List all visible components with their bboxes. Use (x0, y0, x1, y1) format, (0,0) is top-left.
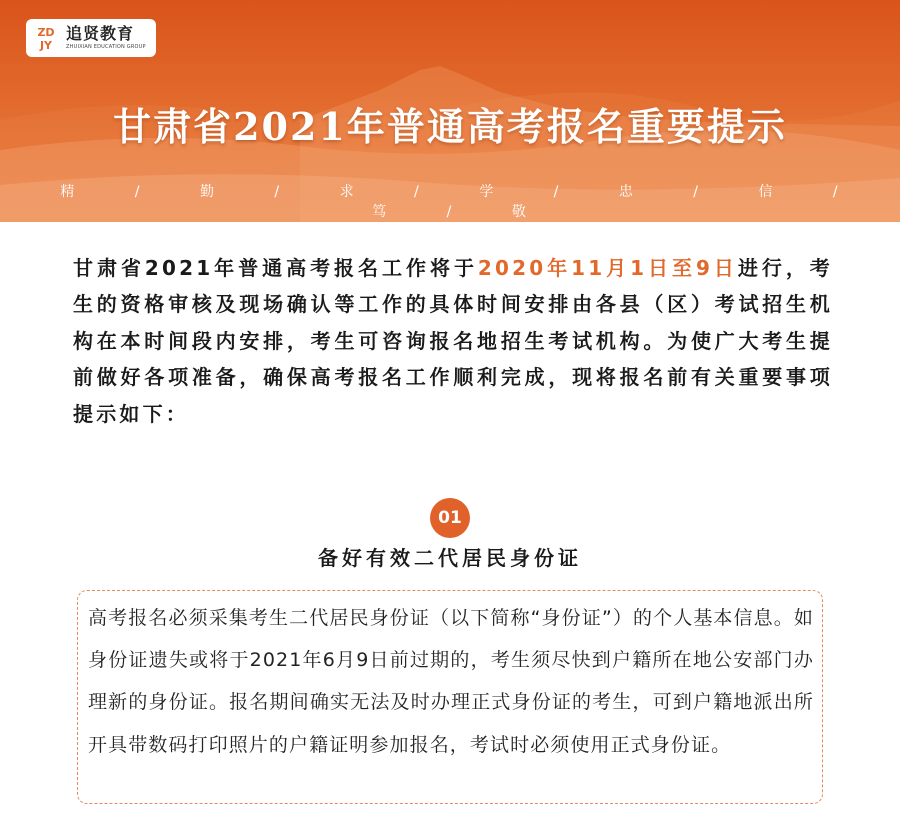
motto-char: 敬 (511, 204, 528, 220)
motto-separator: / (446, 204, 454, 220)
motto-separator: / (274, 184, 282, 200)
motto-char: 勤 (199, 184, 216, 200)
section-content-box (77, 590, 823, 804)
motto-separator: / (553, 184, 561, 200)
motto-char: 求 (339, 184, 356, 200)
motto-separator: / (414, 184, 421, 200)
section-number-badge: 01 (430, 498, 470, 538)
motto-char: 学 (479, 184, 496, 200)
motto-separator: / (693, 184, 701, 200)
page-title: 甘肃省2021年普通高考报名重要提示 (113, 104, 787, 149)
intro-paragraph (73, 250, 833, 432)
motto-char: 信 (758, 184, 775, 200)
intro-text-before: 甘肃省2021年普通高考报名工作将于 (73, 256, 478, 280)
header-banner (0, 0, 900, 222)
intro-date-highlight: 2020年11月1日至9日 (477, 256, 738, 280)
motto-char: 忠 (618, 184, 635, 200)
motto-separator: / (134, 184, 142, 200)
brand-name: 追贤教育 (66, 24, 135, 43)
motto-char: 精 (60, 184, 77, 200)
svg-text:JY: JY (39, 39, 53, 52)
section-title: 备好有效二代居民身份证 (318, 546, 582, 570)
svg-text:ZD: ZD (37, 26, 55, 39)
brand-logo[interactable] (26, 19, 156, 57)
motto-char: 笃 (372, 204, 389, 220)
logo-mark-icon (31, 23, 61, 53)
intro-text-after: 进行，考生的资格审核及现场确认等工作的具体时间安排由各县（区）考试招生机构在本时间段内安排，考生可咨询报名地招生考试机构。为使广大考生提前做好各项准备，确保高考报名工作顺利完成，现将报名前有关重要事项提示如下： (73, 256, 833, 426)
section-body-text: 高考报名必须采集考生二代居民身份证（以下简称“身份证”）的个人基本信息。如身份证遗失或将于2021年6月9日前过期的，考生须尽快到户籍所在地公安部门办理新的身份证。报名期间确实无法及时办理正式身份证的考生，可到户籍地派出所开具带数码打印照片的户籍证明参加报名，考试时必须使用正式身份证。 (88, 607, 814, 756)
motto-line (0, 181, 900, 221)
brand-subtitle: ZHUIXIAN EDUCATION GROUP (66, 44, 146, 50)
motto-separator: / (832, 184, 840, 200)
